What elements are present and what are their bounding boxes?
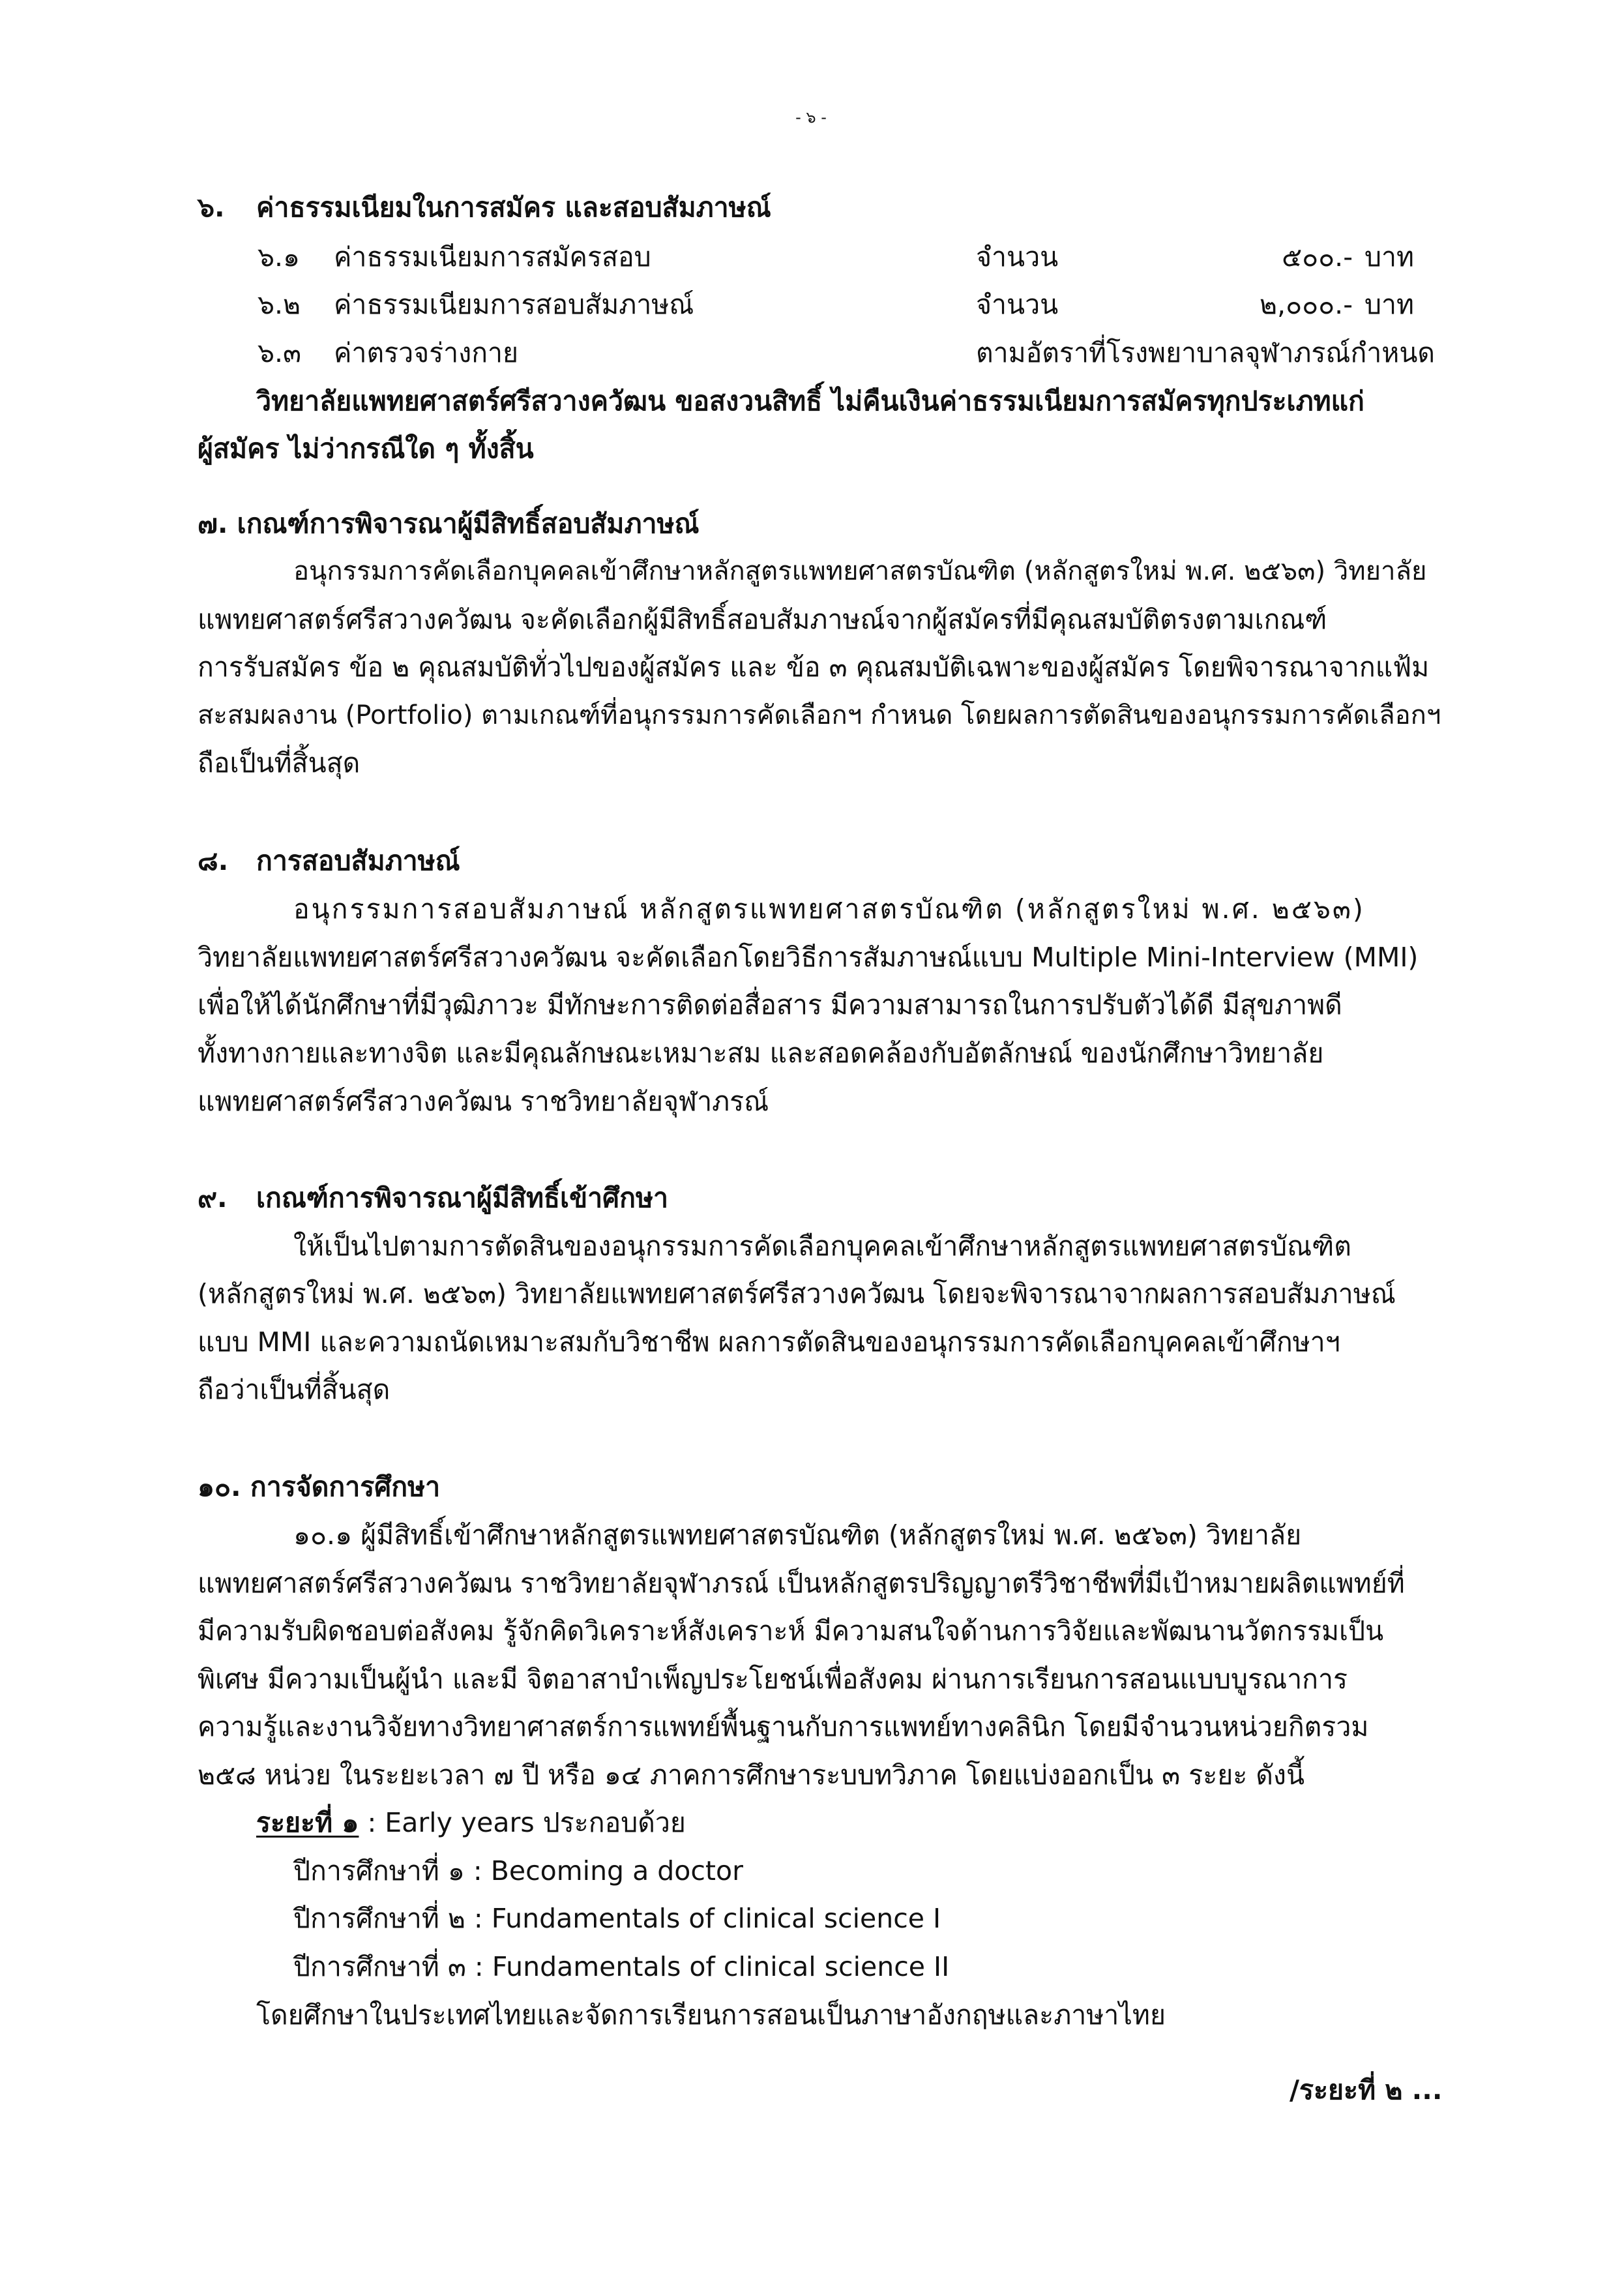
paragraph-line: วิทยาลัยแพทยศาสตร์ศรีสวางควัฒน จะคัดเลือกโดยวิธีการสัมภาษณ์แบบ Multiple Mini-Interview (MMI): [198, 942, 1419, 973]
section-7-heading: ๗. เกณฑ์การพิจารณาผู้มีสิทธิ์สอบสัมภาษณ์: [198, 508, 700, 539]
fee-item-number: ๖.๒: [258, 289, 301, 320]
paragraph-line: พิเศษ มีความเป็นผู้นำ และมี จิตอาสาบำเพ็ญประโยชน์เพื่อสังคม ผ่านการเรียนการสอนแบบบูรณาการ: [198, 1663, 1348, 1695]
phase-1-line: [256, 1807, 686, 1838]
paragraph-line: การรับสมัคร ข้อ ๒ คุณสมบัติทั่วไปของผู้สมัคร และ ข้อ ๓ คุณสมบัติเฉพาะของผู้สมัคร โดยพิจารณาจากแฟ้ม: [198, 651, 1430, 683]
phase-1-description: : Early years ประกอบด้วย: [359, 1807, 686, 1838]
section-10-heading: ๑๐. การจัดการศึกษา: [198, 1471, 441, 1502]
paragraph-line: แบบ MMI และความถนัดเหมาะสมกับวิชาชีพ ผลการตัดสินของอนุกรรมการคัดเลือกบุคคลเข้าศึกษาฯ: [198, 1326, 1340, 1358]
paragraph-line: อนุกรรมการสอบสัมภาษณ์ หลักสูตรแพทยศาสตรบัณฑิต (หลักสูตรใหม่ พ.ศ. ๒๕๖๓): [293, 893, 1365, 925]
paragraph-line: ถือว่าเป็นที่สิ้นสุด: [198, 1374, 391, 1405]
paragraph-line: (หลักสูตรใหม่ พ.ศ. ๒๕๖๓) วิทยาลัยแพทยศาสตร์ศรีสวางควัฒน โดยจะพิจารณาจากผลการสอบสัมภาษณ์: [198, 1278, 1396, 1309]
paragraph-line: ๑๐.๑ ผู้มีสิทธิ์เข้าศึกษาหลักสูตรแพทยศาสตรบัณฑิต (หลักสูตรใหม่ พ.ศ. ๒๕๖๓) วิทยาลัย: [293, 1519, 1302, 1551]
year-item: ปีการศึกษาที่ ๑ : Becoming a doctor: [293, 1855, 743, 1886]
refund-notice-line: วิทยาลัยแพทยศาสตร์ศรีสวางควัฒน ขอสงวนสิทธิ์ ไม่คืนเงินค่าธรรมเนียมการสมัครทุกประเภทแก่: [256, 385, 1364, 417]
paragraph-line: แพทยศาสตร์ศรีสวางควัฒน ราชวิทยาลัยจุฬาภรณ์: [198, 1086, 769, 1117]
section-9-number: ๙.: [198, 1182, 228, 1214]
paragraph-line: อนุกรรมการคัดเลือกบุคคลเข้าศึกษาหลักสูตรแพทยศาสตรบัณฑิต (หลักสูตรใหม่ พ.ศ. ๒๕๖๓) วิทยาลัย: [293, 556, 1427, 586]
fee-unit: บาท: [1364, 241, 1415, 273]
page-number: - ๖ -: [795, 108, 827, 127]
paragraph-line: ๒๕๘ หน่วย ในระยะเวลา ๗ ปี หรือ ๑๔ ภาคการศึกษาระบบทวิภาค โดยแบ่งออกเป็น ๓ ระยะ ดังนี้: [198, 1759, 1305, 1791]
closing-line: โดยศึกษาในประเทศไทยและจัดการเรียนการสอนเป็นภาษาอังกฤษและภาษาไทย: [256, 1999, 1166, 2031]
year-item: ปีการศึกษาที่ ๓ : Fundamentals of clinical science II: [293, 1951, 950, 1982]
fee-item-label: ค่าธรรมเนียมการสมัครสอบ: [334, 241, 651, 273]
paragraph-line: แพทยศาสตร์ศรีสวางควัฒน ราชวิทยาลัยจุฬาภรณ์ เป็นหลักสูตรปริญญาตรีวิชาชีพที่มีเป้าหมายผลิตแพทย์ที่: [198, 1568, 1405, 1599]
fee-unit: บาท: [1364, 289, 1415, 320]
paragraph-line: สะสมผลงาน (Portfolio) ตามเกณฑ์ที่อนุกรรมการคัดเลือกฯ กำหนด โดยผลการตัดสินของอนุกรรมการคัดเลือกฯ: [198, 700, 1441, 730]
paragraph-line: เพื่อให้ได้นักศึกษาที่มีวุฒิภาวะ มีทักษะการติดต่อสื่อสาร มีความสามารถในการปรับตัวได้ดี มีสุขภาพดี: [198, 989, 1342, 1021]
fee-amount: ๒,๐๐๐.-: [1260, 289, 1353, 320]
section-9-title: เกณฑ์การพิจารณาผู้มีสิทธิ์เข้าศึกษา: [256, 1182, 669, 1214]
section-8-number: ๘.: [198, 845, 229, 876]
section-6-number: ๖.: [198, 192, 225, 223]
section-8-title: การสอบสัมภาษณ์: [256, 845, 460, 876]
fee-item-number: ๖.๓: [258, 337, 302, 368]
paragraph-line: ทั้งทางกายและทางจิต และมีคุณลักษณะเหมาะสม และสอดคล้องกับอัตลักษณ์ ของนักศึกษาวิทยาลัย: [198, 1037, 1324, 1069]
paragraph-line: ให้เป็นไปตามการตัดสินของอนุกรรมการคัดเลือกบุคคลเข้าศึกษาหลักสูตรแพทยศาสตรบัณฑิต: [293, 1230, 1351, 1262]
paragraph-line: แพทยศาสตร์ศรีสวางควัฒน จะคัดเลือกผู้มีสิทธิ์สอบสัมภาษณ์จากผู้สมัครที่มีคุณสมบัติตรงตามเกณฑ์: [198, 604, 1327, 635]
fee-qty-label: จำนวน: [976, 241, 1059, 273]
section-6-title: ค่าธรรมเนียมในการสมัคร และสอบสัมภาษณ์: [256, 192, 771, 223]
fee-item-number: ๖.๑: [258, 241, 301, 273]
fee-rate-text: ตามอัตราที่โรงพยาบาลจุฬาภรณ์กำหนด: [976, 337, 1435, 368]
fee-amount: ๕๐๐.-: [1282, 241, 1353, 273]
continuation-marker: /ระยะที่ ๒ ...: [1290, 2074, 1443, 2106]
phase-1-label: ระยะที่ ๑: [256, 1807, 359, 1838]
refund-notice-line: ผู้สมัคร ไม่ว่ากรณีใด ๆ ทั้งสิ้น: [198, 433, 534, 464]
paragraph-line: ความรู้และงานวิจัยทางวิทยาศาสตร์การแพทย์พื้นฐานกับการแพทย์ทางคลินิก โดยมีจำนวนหน่วยกิตรวม: [198, 1711, 1369, 1742]
paragraph-line: ถือเป็นที่สิ้นสุด: [198, 747, 361, 779]
year-item: ปีการศึกษาที่ ๒ : Fundamentals of clinical science I: [293, 1903, 941, 1934]
fee-item-label: ค่าธรรมเนียมการสอบสัมภาษณ์: [334, 289, 694, 320]
fee-qty-label: จำนวน: [976, 289, 1059, 320]
fee-item-label: ค่าตรวจร่างกาย: [334, 337, 519, 368]
paragraph-line: มีความรับผิดชอบต่อสังคม รู้จักคิดวิเคราะห์สังเคราะห์ มีความสนใจด้านการวิจัยและพัฒนานวัตกรรมเป็น: [198, 1615, 1384, 1647]
